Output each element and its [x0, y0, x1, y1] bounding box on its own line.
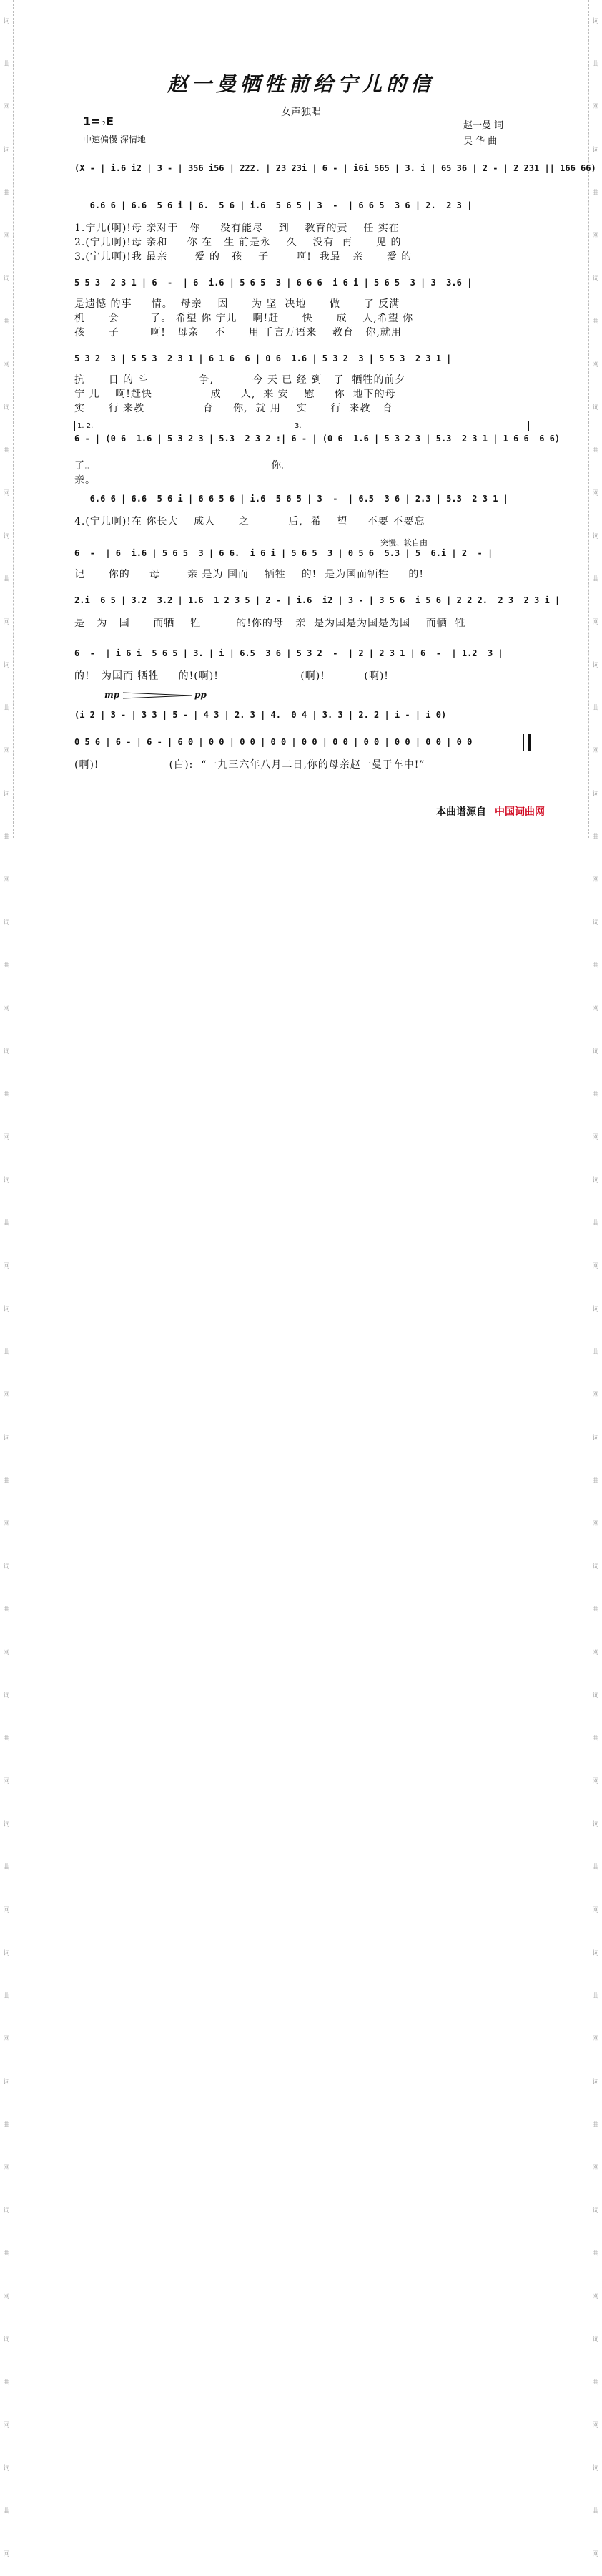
notation-line-11: 0 5 6 | 6 - | 6 - | 6 0 | 0 0 | 0 0 | 0 0 | 0 0 | 0 0 | 0 0 | 0 0 | 0 0 | 0 0 — [74, 737, 473, 747]
tempo-marking: 中速偏慢 深情地 — [83, 135, 146, 145]
lyric-line-8-1: 是 为 国 而牺 牲 的!你的母 亲 是为国是为国是为国 而牺 牲 — [74, 618, 466, 629]
lyric-line-11-1: (啊)! (白): “一九三六年八月二日,你的母亲赵一曼于车中!” — [74, 759, 425, 771]
right-watermark-strip — [588, 0, 602, 2558]
lyric-line-3-3: 孩 子 啊! 母亲 不 用 千言万语来 教育 你,就用 — [74, 327, 402, 338]
notation-line-4: 5 3 2 3 | 5 5 3 2 3 1 | 6 1 6 6 | 0 6 1.6 | 5 3 2 3 | 5 5 3 2 3 1 | — [74, 353, 452, 364]
notation-line-5: 6 - | (0 6 1.6 | 5 3 2 3 | 5.3 2 3 2 :| 6 - | (0 6 1.6 | 5 3 2 3 | 5.3 2 3 1 | 1 6 6 6 6) — [74, 434, 561, 444]
key-signature: 1=♭E — [83, 114, 114, 128]
notation-line-6: 6.6 6 | 6.6 5 6 i | 6 6 5 6 | i.6 5 6 5 | 3 - | 6.5 3 6 | 2.3 | 5.3 2 3 1 | — [74, 494, 508, 504]
lyric-line-9-1: 的! 为国而 牺牲 的!(啊)! (啊)! (啊)! — [74, 670, 389, 682]
lyricist-credit: 赵一曼 词 — [463, 120, 504, 131]
right-watermark-text: 词曲网 词曲网 词曲网 词曲网 词曲网 词曲网 词曲网 词曲网 词曲网 词曲网 词曲网 词曲网 词曲网 词曲网 词曲网 词曲网 词曲网 词曲网 词曲网 词曲网 — [592, 18, 599, 2558]
notation-line-2: 6.6 6 | 6.6 5 6 i | 6. 5 6 | i.6 5 6 5 | 3 - | 6 6 5 3 6 | 2. 2 3 | — [74, 200, 473, 210]
lyric-line-4-3: 实 行 来教 育 你, 就 用 实 行 来教 育 — [74, 403, 393, 414]
volta-3-label: 3. — [295, 422, 302, 430]
lyric-line-4-2: 宁 儿 啊!赶快 成 人, 来 安 慰 你 地下的母 — [74, 389, 396, 400]
lyric-line-7-1: 记 你的 母 亲 是为 国而 牺牲 的! 是为国而牺牲 的! — [74, 569, 425, 580]
lyric-line-5-2: 亲。 — [74, 474, 96, 486]
notation-line-10: (i 2 | 3 - | 3 3 | 5 - | 4 3 | 2. 3 | 4. 0 4 | 3. 3 | 2. 2 | i - | i 0) — [74, 710, 447, 720]
lyric-line-2-1: 1.宁儿(啊)!母 亲对于 你 没有能尽 到 教育的责 任 实在 — [74, 223, 400, 234]
left-watermark-text: 词曲网 词曲网 词曲网 词曲网 词曲网 词曲网 词曲网 词曲网 词曲网 词曲网 词曲网 词曲网 词曲网 词曲网 词曲网 词曲网 词曲网 词曲网 词曲网 词曲网 — [3, 18, 10, 2558]
performance-annotation: 突慢、较自由 — [380, 538, 428, 547]
footer-source — [436, 804, 545, 819]
lyric-line-3-2: 机 会 了。 希望 你 宁儿 啊!赶 快 成 人,希望 你 — [74, 313, 414, 324]
volta-1-2-label: 1. 2. — [77, 422, 94, 430]
footer-site-link[interactable]: 中国词曲网 — [495, 806, 545, 818]
notation-line-7: 6 - | 6 i.6 | 5 6 5 3 | 6 6. i 6 i | 5 6 5 3 | 0 5 6 5.3 | 5 6.i | 2 - | — [74, 548, 493, 558]
credits — [463, 118, 503, 150]
lyric-line-4-1: 抗 日 的 斗 争, 今 天 已 经 到 了 牺牲的前夕 — [74, 374, 406, 386]
notation-line-9: 6 - | i 6 i 5 6 5 | 3. | i | 6.5 3 6 | 5 3 2 - | 2 | 2 3 1 | 6 - | 1.2 3 | — [74, 648, 503, 658]
footer-source-text: 本曲谱源自 — [436, 806, 486, 818]
lyric-line-3-1: 是遗憾 的事 情。 母亲 因 为 坚 决地 做 了 反满 — [74, 298, 400, 310]
volta-3 — [292, 421, 529, 431]
composer-credit: 吴 华 曲 — [463, 136, 498, 147]
final-barline — [523, 734, 531, 751]
notation-line-3: 5 5 3 2 3 1 | 6 - | 6 i.6 | 5 6 5 3 | 6 6 6 i 6 i | 5 6 5 3 | 3 3.6 | — [74, 278, 473, 288]
lyric-line-6-1: 4.(宁儿啊)!在 你长大 成人 之 后, 希 望 不要 不要忘 — [74, 516, 425, 527]
lyric-line-2-2: 2.(宁儿啊)!母 亲和 你 在 生 前是永 久 没有 再 见 的 — [74, 237, 402, 248]
volta-1-2 — [74, 421, 290, 431]
dynamic-mp: mp — [104, 690, 120, 700]
score-title: 赵一曼牺牲前给宁儿的信 — [167, 72, 435, 96]
lyric-line-2-3: 3.(宁儿啊)!我 最亲 爱 的 孩 子 啊! 我最 亲 爱 的 — [74, 251, 413, 263]
left-watermark-strip — [0, 0, 14, 2558]
score-subtitle: 女声独唱 — [281, 107, 321, 118]
notation-line-8: 2.i 6 5 | 3.2 3.2 | 1.6 1 2 3 5 | 2 - | i.6 i2 | 3 - | 3 5 6 i 5 6 | 2 2 2. 2 3 2 3 i | — [74, 595, 561, 605]
notation-line-1: (X - | i.6 i2 | 3 - | 356 i56 | 222. | 23 23i | 6 - | i6i 565 | 3. i | 65 36 | 2 - | 2 231 || 166 66) — [74, 163, 596, 173]
dynamic-pp: pp — [194, 690, 207, 700]
lyric-line-5-1: 了。 你。 — [74, 460, 293, 472]
decrescendo-hairpin — [123, 691, 192, 700]
